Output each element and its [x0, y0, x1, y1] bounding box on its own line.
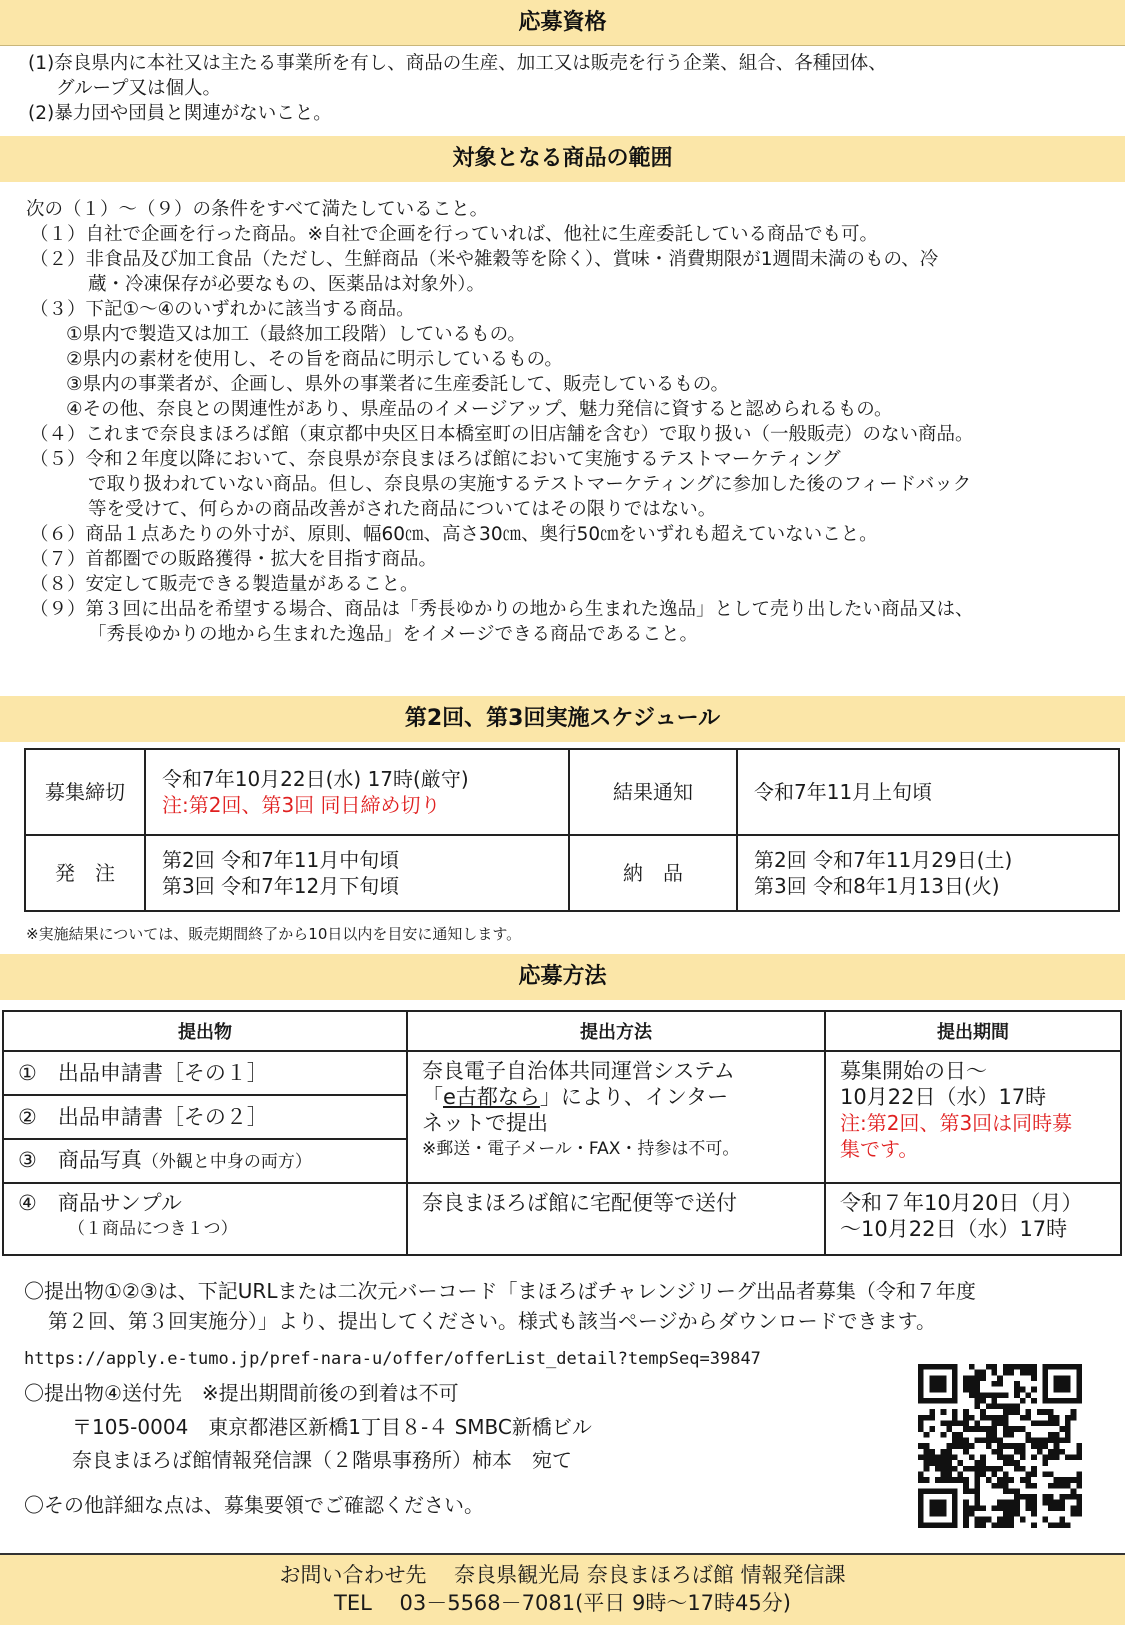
submission-line-2: 第２回、第３回実施分）」より、提出してください。様式も該当ページからダウンロードできます。: [48, 1309, 936, 1333]
period-shipping-cell: [825, 1183, 1121, 1255]
delivery-cell: [737, 835, 1119, 911]
result-label: 結果通知: [569, 749, 737, 835]
scope-line: （４）これまで奈良まほろば館（東京都中央区日本橋室町の旧店舗を含む）で取り扱い（一般販売）のない商品。: [30, 424, 974, 445]
quote-open: 「: [422, 1085, 443, 1109]
scope-heading-text: 対象となる商品の範囲: [452, 146, 673, 171]
scope-line: 蔵・冷凍保存が必要なもの、医薬品は対象外）。: [88, 274, 486, 295]
period-online-note-1: 注:第2回、第3回は同時募: [840, 1111, 1073, 1135]
eligibility-heading: [0, 0, 1125, 46]
shipping-heading: 〇提出物④送付先 ※提出期間前後の到着は不可: [24, 1381, 459, 1405]
eligibility-item-1-cont: グループ又は個人。: [56, 78, 222, 99]
how-online-line-1: 奈良電子自治体共同運営システム: [422, 1059, 735, 1083]
period-online-note-2: 集です。: [840, 1137, 919, 1161]
schedule-note: ※実施結果については、販売期間終了から10日以内を目安に通知します。: [26, 925, 522, 943]
how-online-line-2: [422, 1084, 810, 1110]
item-4: [3, 1183, 407, 1255]
scope-line: （１）自社で企画を行った商品。※自社で企画を行っていれば、他社に生産委託している商品でも可。: [30, 224, 879, 245]
scope-line: で取り扱われていない商品。但し、奈良県の実施するテストマーケティングに参加した後のフィードバック: [88, 474, 972, 495]
period-shipping-line-1: 令和７年10月20日（月）: [840, 1191, 1083, 1215]
item-4-label: ④ 商品サンプル: [18, 1191, 182, 1215]
deadline-note: 注:第2回、第3回 同日締め切り: [162, 793, 441, 817]
delivery-line-3rd: 第3回 令和8年1月13日(火): [754, 874, 1000, 898]
submission-url[interactable]: https://apply.e-tumo.jp/pref-nara-u/offer/offerList_detail?tempSeq=39847: [24, 1349, 761, 1369]
item-3: [3, 1139, 407, 1183]
scope-line: ③県内の事業者が、企画し、県外の事業者に生産委託して、販売しているもの。: [66, 374, 729, 395]
deadline-cell: [145, 749, 569, 835]
scope-line: （６）商品１点あたりの外寸が、原則、幅60㎝、高さ30㎝、奥行50㎝をいずれも超えていないこと。: [30, 524, 878, 545]
order-label: 発 注: [25, 835, 145, 911]
scope-line: （２）非食品及び加工食品（ただし、生鮮商品（米や雑穀等を除く）、賞味・消費期限が1週間未満のもの、冷: [30, 249, 939, 270]
item-2: ② 出品申請書［その２］: [3, 1095, 407, 1139]
scope-line: （８）安定して販売できる製造量があること。: [30, 574, 419, 595]
schedule-table: [24, 748, 1120, 912]
schedule-heading-text: 第2回、第3回実施スケジュール: [404, 706, 721, 731]
how-online-note: ※郵送・電子メール・FAX・持参は不可。: [422, 1139, 740, 1159]
shipping-address: 〒105-0004 東京都港区新橋1丁目８-４ SMBC新橋ビル: [72, 1415, 592, 1439]
item-1: ① 出品申請書［その１］: [3, 1051, 407, 1095]
scope-line: 次の（１）～（９）の条件をすべて満たしていること。: [26, 199, 489, 220]
item-4-note: （１商品につき１つ）: [68, 1219, 238, 1239]
method-heading: [0, 954, 1125, 1000]
scope-line: ④その他、奈良との関連性があり、県産品のイメージアップ、魅力発信に資すると認められるもの。: [66, 399, 893, 420]
e-kotonara-link[interactable]: e古都なら: [443, 1085, 540, 1109]
qr-code-icon[interactable]: [918, 1364, 1082, 1528]
scope-heading: [0, 136, 1125, 182]
col-period: 提出期間: [825, 1011, 1121, 1051]
eligibility-item-1: (1)奈良県内に本社又は主たる事業所を有し、商品の生産、加工又は販売を行う企業、組合、各種団体、: [28, 53, 887, 74]
scope-line: （５）令和２年度以降において、奈良県が奈良まほろば館において実施するテストマーケティング: [30, 449, 841, 470]
deadline-value: 令和7年10月22日(水) 17時(厳守): [162, 767, 469, 791]
col-items: 提出物: [3, 1011, 407, 1051]
scope-line: 等を受けて、何らかの商品改善がされた商品についてはその限りではない。: [88, 499, 717, 520]
result-value: 令和7年11月上旬頃: [737, 749, 1119, 835]
period-online-cell: [825, 1051, 1121, 1183]
other-details: 〇その他詳細な点は、募集要領でご確認ください。: [24, 1493, 484, 1517]
scope-line: （３）下記①～④のいずれかに該当する商品。: [30, 299, 415, 320]
scope-line: ①県内で製造又は加工（最終加工段階）しているもの。: [66, 324, 526, 345]
contact-line-1: お問い合わせ先 奈良県観光局 奈良まほろば館 情報発信課: [279, 1563, 846, 1587]
eligibility-heading-text: 応募資格: [518, 10, 607, 35]
submission-line-1: 〇提出物①②③は、下記URLまたは二次元バーコード「まほろばチャレンジリーグ出品者募集（令和７年度: [24, 1279, 976, 1303]
period-shipping-line-2: ～10月22日（水）17時: [840, 1217, 1068, 1241]
method-heading-text: 応募方法: [518, 964, 607, 989]
order-line-3rd: 第3回 令和7年12月下旬頃: [162, 874, 400, 898]
shipping-recipient: 奈良まほろば館情報発信課（２階県事務所）柿本 宛て: [72, 1448, 572, 1472]
schedule-heading: [0, 696, 1125, 742]
method-table: [2, 1010, 1122, 1256]
order-cell: [145, 835, 569, 911]
scope-line: ②県内の素材を使用し、その旨を商品に明示しているもの。: [66, 349, 563, 370]
eligibility-item-2: (2)暴力団や団員と関連がないこと。: [28, 103, 332, 124]
contact-box: [0, 1553, 1125, 1625]
delivery-label: 納 品: [569, 835, 737, 911]
how-shipping: 奈良まほろば館に宅配便等で送付: [407, 1183, 825, 1255]
how-online-cell: [407, 1051, 825, 1183]
item-3-note: （外観と中身の両方）: [141, 1152, 312, 1172]
scope-line: （９）第３回に出品を希望する場合、商品は「秀長ゆかりの地から生まれた逸品」として売り出したい商品又は、: [30, 599, 974, 620]
how-online-line-3: ネットで提出: [422, 1111, 548, 1135]
col-how: 提出方法: [407, 1011, 825, 1051]
contact-line-2: TEL 03－5568－7081(平日 9時～17時45分): [334, 1591, 791, 1615]
order-line-2nd: 第2回 令和7年11月中旬頃: [162, 848, 400, 872]
item-3-label: ③ 商品写真: [18, 1148, 142, 1172]
deadline-label: 募集締切: [25, 749, 145, 835]
period-online-line-2: 10月22日（水）17時: [840, 1085, 1047, 1109]
scope-line: （７）首都圏での販路獲得・拡大を目指す商品。: [30, 549, 438, 570]
delivery-line-2nd: 第2回 令和7年11月29日(土): [754, 848, 1013, 872]
scope-line: 「秀長ゆかりの地から生まれた逸品」をイメージできる商品であること。: [88, 624, 698, 645]
how-online-line-2-rest: 」により、インター: [539, 1085, 729, 1109]
period-online-line-1: 募集開始の日～: [840, 1059, 987, 1083]
